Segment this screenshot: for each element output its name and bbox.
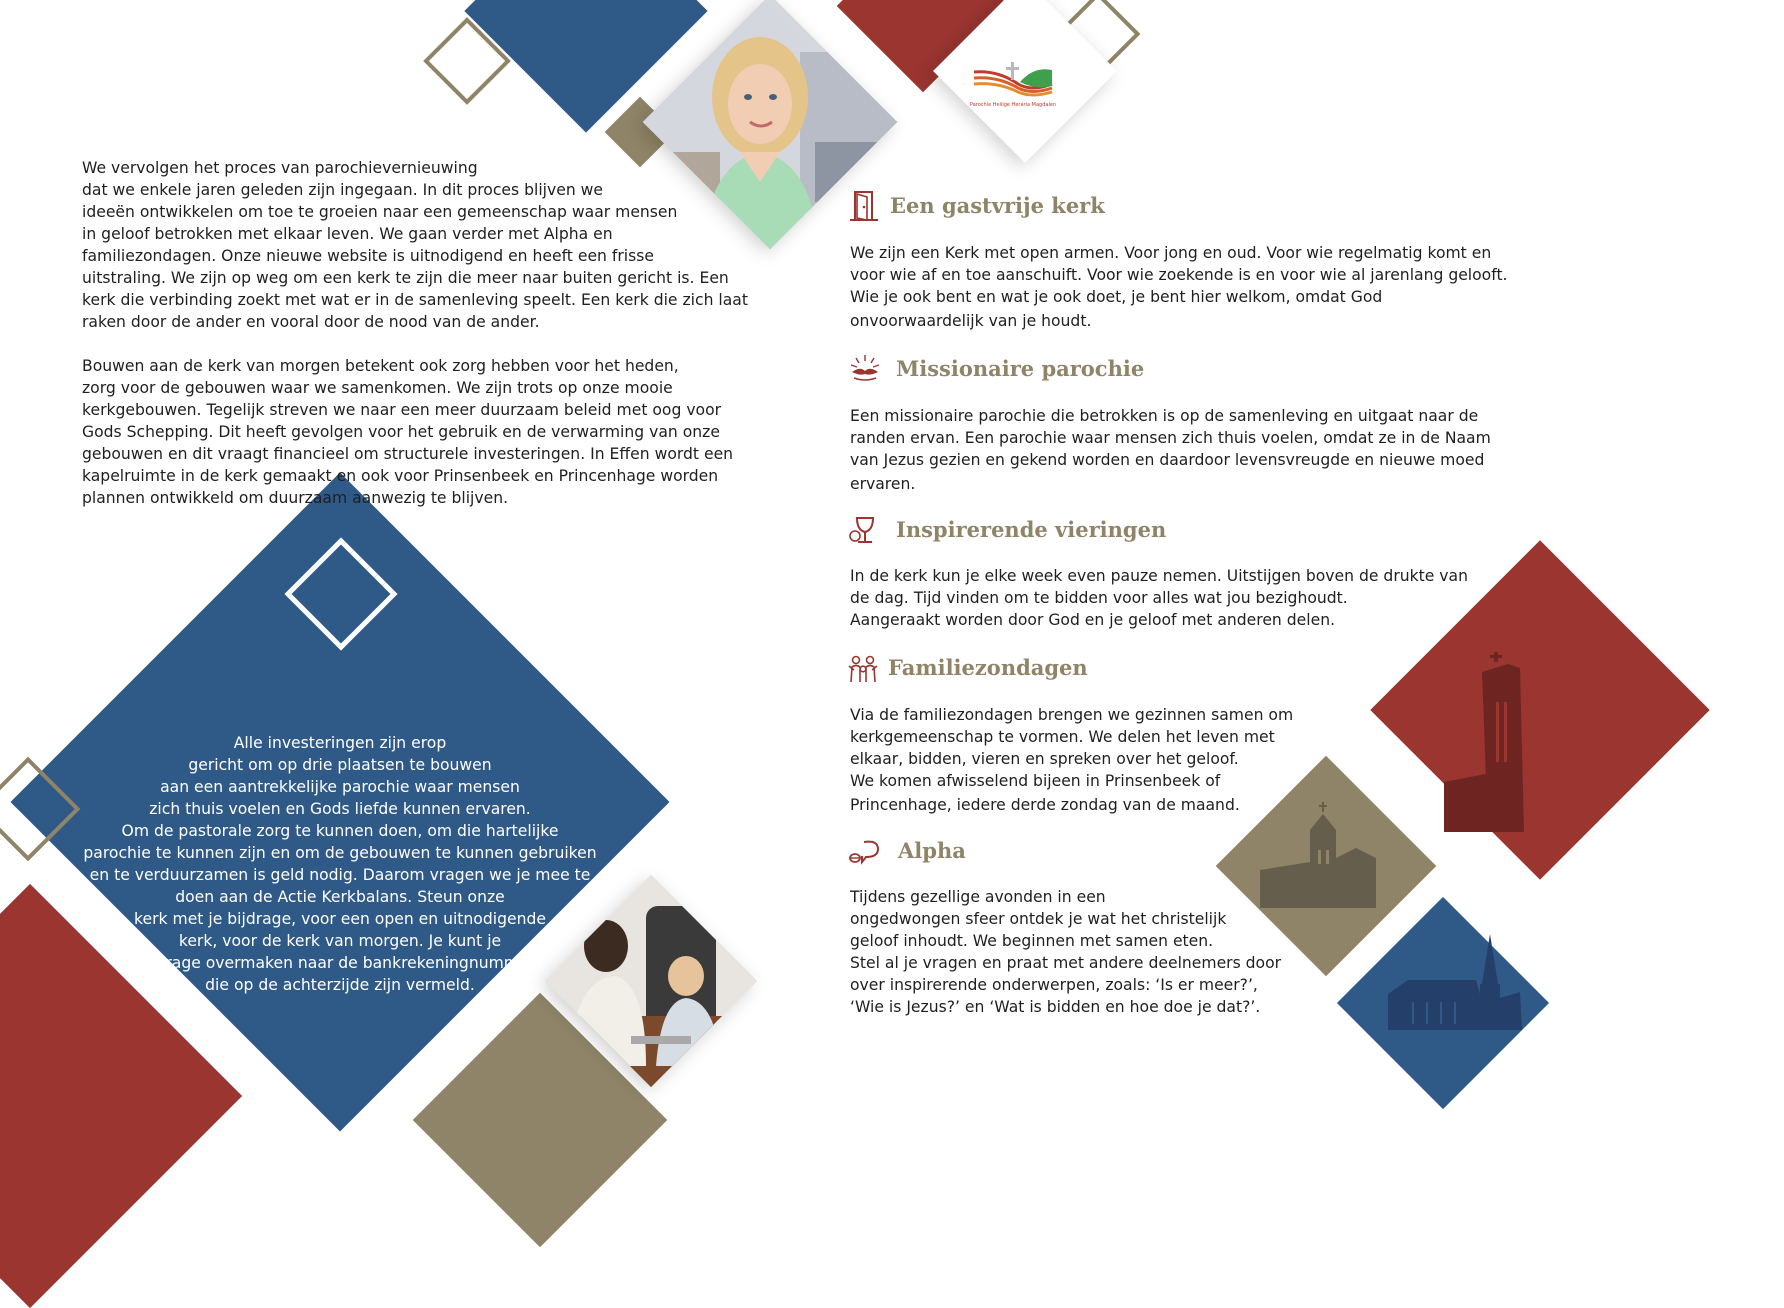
kerkbalans-callout xyxy=(60,732,620,996)
callout-line: doen aan de Actie Kerkbalans. Steun onze xyxy=(175,888,505,906)
callout-line: aan een aantrekkelijke parochie waar mensen xyxy=(160,778,520,796)
section-title-inspirerende-vieringen: Inspirerende vieringen xyxy=(896,517,1167,542)
intro-line: raken door de ander en vooral door de nood van de ander. xyxy=(82,313,540,331)
section-line: randen ervan. Een parochie waar mensen zich thuis voelen, omdat ze in de Naam xyxy=(850,429,1491,447)
callout-line: bijdrage overmaken naar de bankrekeningnummers xyxy=(136,954,544,972)
section-title-gastvrije-kerk: Een gastvrije kerk xyxy=(890,193,1105,218)
section-line: van Jezus gezien en gekend worden en daardoor levensvreugde en nieuwe moed xyxy=(850,451,1485,469)
parish-logo-icon xyxy=(968,60,1058,100)
alpha-speech-icon xyxy=(848,834,882,868)
callout-line: en te verduurzamen is geld nodig. Daarom vragen we je mee te xyxy=(89,866,591,884)
intro-paragraph-2 xyxy=(82,355,748,509)
section-line: Wie je ook bent en wat je ook doet, je bent hier welkom, omdat God xyxy=(850,288,1383,306)
section-title-alpha: Alpha xyxy=(898,838,966,863)
section-line: elkaar, bidden, vieren en spreken over het geloof. xyxy=(850,750,1239,768)
intro-line: kerk die verbinding zoekt met wat er in de samenleving speelt. Een kerk die zich laat xyxy=(82,291,748,309)
section-line: Aangeraakt worden door God en je geloof met anderen delen. xyxy=(850,611,1336,629)
parish-logo-caption: Parochie Heilige Heraria Magdalen xyxy=(969,102,1057,108)
intro-line: We vervolgen het proces van parochievernieuwing xyxy=(82,159,478,177)
intro-text xyxy=(82,157,748,509)
parish-logo xyxy=(968,60,1058,110)
section-line: geloof inhoudt. We beginnen met samen eten. xyxy=(850,932,1214,950)
intro-line: familiezondagen. Onze nieuwe website is uitnodigend en heeft een frisse xyxy=(82,247,654,265)
callout-line: gericht om op drie plaatsen te bouwen xyxy=(188,756,492,774)
callout-line: parochie te kunnen zijn en om de gebouwen te kunnen gebruiken xyxy=(83,844,597,862)
intro-line: in geloof betrokken met elkaar leven. We gaan verder met Alpha en xyxy=(82,225,613,243)
intro-line: uitstraling. We zijn op weg om een kerk te zijn die meer naar buiten gericht is. Een xyxy=(82,269,729,287)
callout-line: kerk, voor de kerk van morgen. Je kunt je xyxy=(178,932,502,950)
section-line: In de kerk kun je elke week even pauze nemen. Uitstijgen boven de drukte van xyxy=(850,567,1468,585)
section-line: de dag. Tijd vinden om te bidden voor alles wat jou bezighoudt. xyxy=(850,589,1348,607)
section-line: ‘Wie is Jezus?’ en ‘Wat is bidden en hoe doe je dat?’. xyxy=(850,998,1261,1016)
section-line: Stel al je vragen en praat met andere deelnemers door xyxy=(850,954,1282,972)
section-text-missionaire-parochie xyxy=(850,405,1491,495)
callout-line: kerk met je bijdrage, voor een open en uitnodigende xyxy=(134,910,546,928)
section-title-missionaire-parochie: Missionaire parochie xyxy=(896,356,1145,381)
tower-church-silhouette xyxy=(1444,632,1534,832)
section-text-inspirerende-vieringen xyxy=(850,565,1468,631)
chalice-icon xyxy=(848,514,882,548)
callout-line: Alle investeringen zijn erop xyxy=(233,734,447,752)
section-line: Tijdens gezellige avonden in een xyxy=(850,888,1106,906)
intro-line: Gods Schepping. Dit heeft gevolgen voor het gebruik en de verwarming van onze xyxy=(82,423,720,441)
section-text-familiezondagen xyxy=(850,704,1293,816)
section-line: ongedwongen sfeer ontdek je wat het christelijk xyxy=(850,910,1227,928)
intro-line: plannen ontwikkeld om duurzaam aanwezig te blijven. xyxy=(82,489,509,507)
section-title-familiezondagen: Familiezondagen xyxy=(888,655,1088,680)
intro-paragraph-1 xyxy=(82,157,748,333)
spire-church-silhouette xyxy=(1382,932,1532,1032)
section-line: onvoorwaardelijk van je houdt. xyxy=(850,312,1092,330)
intro-line: gebouwen en dit vraagt financieel om structurele investeringen. In Effen wordt een xyxy=(82,445,734,463)
callout-line: zich thuis voelen en Gods liefde kunnen ervaren. xyxy=(149,800,531,818)
section-line: voor wie af en toe aanschuift. Voor wie zoekende is en voor wie al jarenlang gelooft. xyxy=(850,266,1508,284)
section-line: We komen afwisselend bijeen in Prinsenbeek of xyxy=(850,772,1221,790)
radiant-dove-icon xyxy=(848,352,882,386)
callout-line: die op de achterzijde zijn vermeld. xyxy=(205,976,475,994)
section-line: Een missionaire parochie die betrokken is op de samenleving en uitgaat naar de xyxy=(850,407,1479,425)
section-line: ervaren. xyxy=(850,475,916,493)
intro-line: zorg voor de gebouwen waar we samenkomen. We zijn trots op onze mooie xyxy=(82,379,673,397)
family-icon xyxy=(846,652,880,686)
village-church-silhouette xyxy=(1260,800,1410,910)
section-line: over inspirerende onderwerpen, zoals: ‘Is er meer?’, xyxy=(850,976,1258,994)
intro-line: dat we enkele jaren geleden zijn ingegaan. In dit proces blijven we xyxy=(82,181,604,199)
section-line: Princenhage, iedere derde zondag van de maand. xyxy=(850,796,1240,814)
section-text-gastvrije-kerk xyxy=(850,242,1508,332)
section-line: kerkgemeenschap te vormen. We delen het leven met xyxy=(850,728,1275,746)
intro-line: kerkgebouwen. Tegelijk streven we naar een meer duurzaam beleid met oog voor xyxy=(82,401,722,419)
intro-line: kapelruimte in de kerk gemaakt en ook voor Prinsenbeek en Princenhage worden xyxy=(82,467,719,485)
section-text-alpha xyxy=(850,886,1281,1018)
section-line: We zijn een Kerk met open armen. Voor jong en oud. Voor wie regelmatig komt en xyxy=(850,244,1492,262)
callout-line: Om de pastorale zorg te kunnen doen, om die hartelijke xyxy=(121,822,559,840)
door-icon xyxy=(848,190,882,224)
intro-line: Bouwen aan de kerk van morgen betekent ook zorg hebben voor het heden, xyxy=(82,357,679,375)
intro-line: ideeën ontwikkelen om toe te groeien naar een gemeenschap waar mensen xyxy=(82,203,678,221)
section-line: Via de familiezondagen brengen we gezinnen samen om xyxy=(850,706,1294,724)
